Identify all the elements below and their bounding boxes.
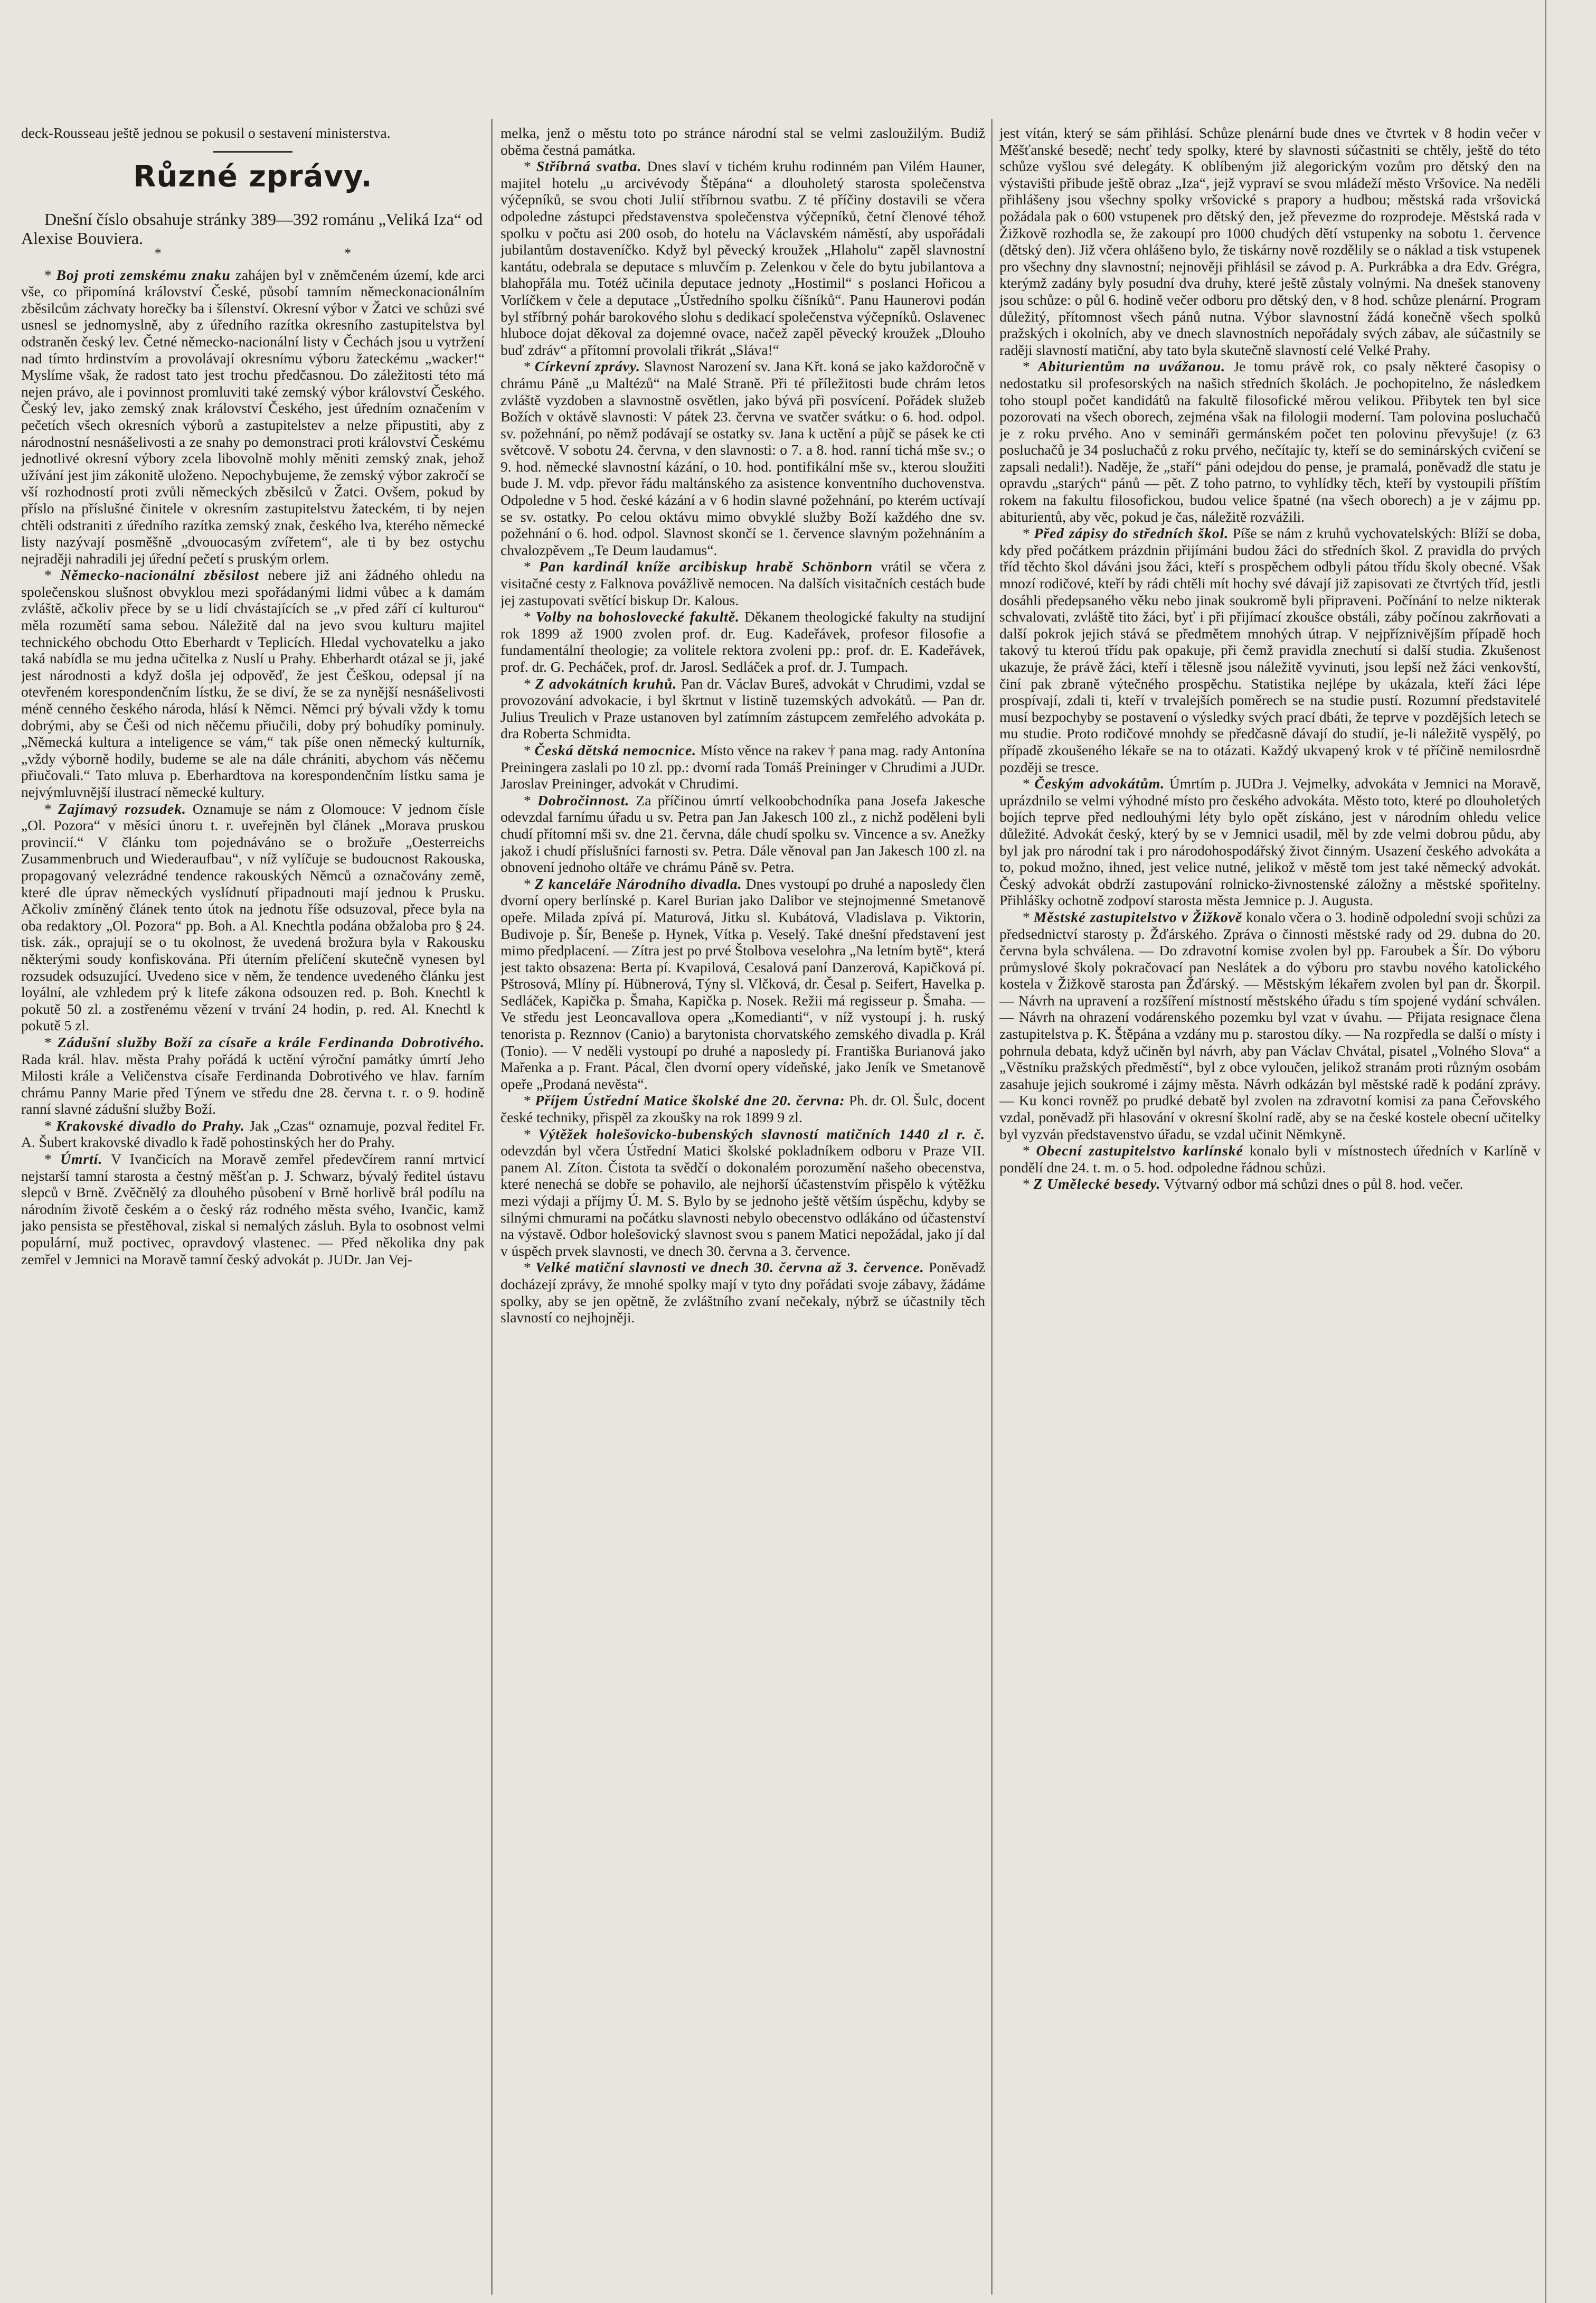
news-item-text: Dnes slaví v tichém kruhu rodinném pan Vilém Hauner, majitel hotelu „u arcivévody Štěpána“ a dlouholetý starosta společenstva výčepníků, se svou choti Julií stříbrnou svatbu. Z té příčiny dostavili se včera odpoledne zástupci představenstva společenstva výčepníků, četní členové téhož spolku v počtu asi 200 osob, do hotelu na Václavském náměstí, aby uspořádali jubilantům dostaveníčko. Když byl pěvecký kroužek „Hlaholu“ zapěl slavnostní kantátu, odebrala se deputace s mluvčím p. Zelenkou v čele do bytu jubilantova a blahopřála mu. Totéž učinila deputace jednoty „Hostimil“ s poslanci Hořicou a Vorlíčkem v čele a deputace „Ústředního spolku číšníků“. Panu Haunerovi podán byl stříbrný pohár barokového slohu s dedikací společenstva výčepníků. Oslavenec hluboce dojat děkoval za dojemné ovace, načež zapěl pěvecký kroužek „Dlouho buď zdráv“ a přítomní provolali třikrát „Sláva!“ <box>500 158 985 358</box>
news-item-heading: Velké matiční slavnosti ve dnech 30. června až 3. července. <box>535 1259 924 1276</box>
news-item-text: konalo včera o 3. hodině odpolední svoji schůzi za předsednictví starosty p. Žďárského. Zpráva o činnosti městské rady od 29. dubna do 20. června byla schválena. — Do zdravotní komise zvolen byl pp. Faroubek a Šír. Do výboru průmyslové školy pokračovací pan Neslátek a do výboru pro stavbu nového katolického kostela v Žižkově starosta pan Žďárský. — Městským lékařem zvolen byl pan dr. Škorpil. — Návrh na upravení a rozšíření místností městského úřadu s tím spojené vydání schválen. — Návrh na ohrazení vodárenského pozemku byl vzat v úvahu. — Přijata resignace člena zastupitelstva p. K. Štěpána a vzdány mu p. starostou díky. — Na rozpředla se další o místy i pohrnula debata, když učiněn byl návrh, aby pan Václav Chvátal, pisatel „Volného Slova“ a „Věstníku pražských předměstí“, byl z obce vyloučen, jelikož stranám proti různým osobám zasahuje jejich soukromé i zájmy města. Návrh odkázán byl městské radě k podání zprávy. — Ku konci rovněž po prudké debatě byl zvolen na zdravotní komisi za pana Čeřovského vzdal, poněvadž při hlasování v okresní školní radě, aby se na české kostele obecní učitelky byl vyzván představenstvo úřadu, se vzdal učinit Němkyně. <box>999 908 1541 1142</box>
news-item-text: Jak „Czas“ oznamuje, pozval ředitel Fr. A. Šubert krakovské divadlo k řadě pohostinských her do Prahy. <box>21 1117 485 1151</box>
news-item-heading: Zádušní služby Boží za císaře a krále Ferdinanda Dobrotivého. <box>57 1033 485 1050</box>
news-item: * Výtěžek holešovicko-bubenských slavností matičních 1440 zl r. č. odevzdán byl včera Ústřední Matici školské pokladníkem odboru v Praze VII. panem Al. Zíton. Čistota ta svědčí o dokonalém porozumění našeho obecenstva, které nenechá se dobře se pohavilo, ale nejhorší účastenstvím přispělo k výtěžku mezi výdaji a příjmy Ú. M. S. Bylo by se jednoho ještě větším úspěchu, kdyby se silnými chmurami na počátku slavnosti nebylo obecenstvo odlákáno od účastenství na výstavě. Odbor holešovický slavnost svou s panem Matici nepožádal, jako jí dal v úspěch prvek slavnosti, ve dnech 30. června a 3. července. <box>500 1125 985 1259</box>
news-item-text: V Ivančicích na Moravě zemřel předevčírem ranní mrtvicí nejstarší tamní starosta a čestný měšťan p. J. Schwarz, bývalý ředitel ústavu slepců v Brně. Zvěčnělý za dlouhého působení v Brně horlivě brál podílu na národním životě českém a o český ráz rodného města svého, Ivančic, kamž jako pensista se přestěhoval, ziskal si nemalých zásluh. Byla to osobnost velmi populární, muž poctivec, opravdový vlastenec. — Před několika dny pak zemřel v Jemnici na Moravě tamní český advokát p. JUDr. Jan Vej- <box>21 1151 485 1267</box>
column-2 <box>500 125 985 2285</box>
news-item-text: konalo byli v místnostech úředních v Karlíně v pondělí dne 24. t. m. o 5. hod. odpoledne řádnou schůzi. <box>999 1142 1541 1176</box>
news-item-text: zahájen byl v zněmčeném území, kde arci vše, co připomíná království České, působí tamním německonacionálním zběsilcům záchvaty horečky ba i šílenství. Okresní výbor v Žatci ve schůzi své usnesl se jednomyslně, aby z úředního razítka okresního zastupitelstva byl odstraněn český lev. Četné německo-nacionální listy v Čechách jsou u vytržení nad tímto hrdinstvím a provolávají okresnímu výboru žateckému „wacker!“ Myslíme však, že radost tato jest trochu předčasnou. Do záležitosti této má nejen právo, ale i povinnost promluviti také zemský výbor království Českého. Český lev, jako zemský znak království Českého, jest úředním označením v pečetích všech okresních výborů a zastupitelstev a nelze připustiti, aby z národnostní nesnášelivosti a ze snahy po demonstraci proti království Českému jednotlivé okresní výbory zcela libovolně mohly měniti zemský znak, jehož užívání jest jim zákonitě uloženo. Nepochybujeme, že zemský výbor zakročí se vší rozhodností proti zvůli německých zběsilců v Žatci. Ovšem, pokud by příslo na příslušné činitele v okresním zastupitelstvu žateckém, ti by nejen chtěli odstraniti z úředního razítka zemský znak, českého lva, kterého německé listy nazývají posměšně „dvouocasým zvířetem“, ale ti by bez ostychu nejraději nahradili jej úřední pečetí s pruským orlem. <box>21 266 485 567</box>
column-1-items <box>21 267 485 1268</box>
news-item-text: Je tomu právě rok, co psaly některé časopisy o nedostatku sil profesorských na našich středních školách. Je pochopitelno, že následkem toho stoupl počet kandidátů na fakultě filosofické měrou velikou. Přibytek ten byl sice pozorovati na všech oborech, zejména však na filologii moderní. Tam polovina posluchačů je z roku prvého. Ano v semináři germánském počet ten polovinu převyšuje! (z 63 posluchačů je 34 posluchačů z roku prvého, nečítajíc ty, kteří se do seminárských cvičení se zapsali nedali!). Naděje, že „staří“ páni odejdou do pense, je pramalá, poněvadž dle statu je opravdu „starých“ pánů — pět. Z toho patrno, to vyhlídky těch, kteří by vystoupili příštím rokem na fakultu filosofickou, budou velice špatné (na všech oborech) a je v zájmu pp. abiturientů, aby věc, pokud je čas, náležitě rozvážili. <box>999 358 1541 525</box>
news-item-heading: Krakovské divadlo do Prahy. <box>56 1117 245 1134</box>
news-item-text: odevzdán byl včera Ústřední Matici školské pokladníkem odboru v Praze VII. panem Al. Zíton. Čistota ta svědčí o dokonalém porozumění našeho obecenstva, které nenechá se dobře se pohavilo, ale nejhorší účastenstvím přispělo k výtěžku mezi výdaji a příjmy Ú. M. S. Bylo by se jednoho ještě větším úspěchu, kdyby se silnými chmurami na počátku slavnosti nebylo obecenstvo odlákáno od účastenství na výstavě. Odbor holešovický slavnost svou s panem Matici nepožádal, jako jí dal v úspěch prvek slavnosti, ve dnech 30. června a 3. července. <box>500 1142 985 1259</box>
news-item-text: Poněvadž docházejí zprávy, že mnohé spolky mají v tyto dny pořádati svoje zábavy, žádáme spolky, aby se jen opětně, že zvláštního zvaní nečekaly, nýbrž se účastnily těch slavností co nejhojněji. <box>500 1259 985 1326</box>
news-item: * Velké matiční slavnosti ve dnech 30. června až 3. července. Poněvadž docházejí zprávy, že mnohé spolky mají v tyto dny pořádati svoje zábavy, žádáme spolky, aby se jen opětně, že zvláštního zvaní nečekaly, nýbrž se účastnily těch slavností co nejhojněji. <box>500 1259 985 1326</box>
news-item: * Městské zastupitelstvo v Žižkově konalo včera o 3. hodině odpolední svoji schůzi za předsednictví starosty p. Žďárského. Zpráva o činnosti městské rady od 29. dubna do 20. června byla schválena. — Do zdravotní komise zvolen byl pp. Faroubek a Šír. Do výboru průmyslové školy pokračovací pan Neslátek a do výboru pro stavbu nového katolického kostela v Žižkově starosta pan Žďárský. — Městským lékařem zvolen byl pan dr. Škorpil. — Návrh na upravení a rozšíření místností městského úřadu s tím spojené vydání schválen. — Návrh na ohrazení vodárenského pozemku byl vzat v úvahu. — Přijata resignace člena zastupitelstva p. K. Štěpána a vzdány mu p. starostou díky. — Na rozpředla se další o místy i pohrnula debata, když učiněn byl návrh, aby pan Václav Chvátal, pisatel „Volného Slova“ a „Věstníku pražských předměstí“, byl z obce vyloučen, jelikož stranám proti různým osobám zasahuje jejich soukromé i zájmy města. Návrh odkázán byl městské radě k podání zprávy. — Ku konci rovněž po prudké debatě byl zvolen na zdravotní komisi za pana Čeřovského vzdal, poněvadž při hlasování v okresní školní radě, aby se na české kostele obecní učitelky byl vyzván představenstvo úřadu, se vzdal učinit Němkyně. <box>999 908 1541 1142</box>
news-item: * Zádušní služby Boží za císaře a krále Ferdinanda Dobrotivého. Rada král. hlav. města Prahy pořádá k uctění výroční památky úmrtí Jeho Milosti krále a Veličenstva císaře Ferdinanda Dobrotivého ve hlav. farním chrámu Panny Marie před Týnem ve středu dne 28. června t. r. o 9. hodině ranní slavné zádušní služby Boží. <box>21 1033 485 1117</box>
news-item: * Abiturientům na uvážanou. Je tomu právě rok, co psaly některé časopisy o nedostatku sil profesorských na našich středních školách. Je pochopitelno, že následkem toho stoupl počet kandidátů na fakultě filosofické měrou velikou. Přibytek ten byl sice pozorovati na všech oborech, zejména však na filologii moderní. Tam polovina posluchačů je z roku prvého. Ano v semináři germánském počet ten polovinu převyšuje! (z 63 posluchačů je 34 posluchačů z roku prvého, nečítajíc ty, kteří se do seminárských cvičení se zapsali nedali!). Naděje, že „staří“ páni odejdou do pense, je pramalá, poněvadž dle statu je opravdu „starých“ pánů — pět. Z toho patrno, to vyhlídky těch, kteří by vystoupili příštím rokem na fakultu filosofickou, budou velice špatné (na všech oborech) a je v zájmu pp. abiturientů, aby věc, pokud je čas, náležitě rozvážili. <box>999 358 1541 525</box>
news-item-heading: Před zápisy do středních škol. <box>1034 525 1229 542</box>
news-item: * Německo-nacionální zběsilost nebere již ani žádného ohledu na společenskou slušnost obvyklou mezi spořádanými lidmi vůbec a k damám zvláště, ačkoliv přece by se u lidí chvástajících se „v před září cí kulturou“ měla rozumětí sama sebou. Náležitě dal na jevo svou kulturu majitel technického obchodu Otto Eberhardt v Teplicích. Hledal vychovatelku a jako taká nabídla se mu jedna učitelka z Nuslí u Prahy. Ehberhardt otázal se ji, jaké jest národnosti a když došla jej odpověď, že jest Češkou, odepsal jí na otevřeném korespondenčním lístku, že se diví, že se za nynější nesnášelivosti méně cenného českého národa, hlásí k Němci. Němci prý bývali vždy k tomu dobrými, aby se Češi od nich něčemu přiučili, doby prý bohudíky pominuly. „Německá kultura a inteligence se vám,“ tak píše onen německý kulturník, „vždy výborně hodily, budeme se ale na dále chrániti, abychom vás něčemu přiučovali.“ Tato mluva p. Eberhardtova na korespondenčním lístku sama je nejvýmluvnější ilustrací německé kultury. <box>21 567 485 800</box>
column-divider-1 <box>491 119 493 2295</box>
news-item: * Krakovské divadlo do Prahy. Jak „Czas“ oznamuje, pozval ředitel Fr. A. Šubert krakovské divadlo k řadě pohostinských her do Prahy. <box>21 1117 485 1151</box>
news-item-heading: Pan kardinál kníže arcibiskup hrabě Schönborn <box>539 558 873 575</box>
news-item: * Církevní zprávy. Slavnost Narození sv. Jana Křt. koná se jako každoročně v chrámu Páně „u Maltézů“ na Malé Straně. Při té příležitosti bude chrám letos zvláště vyzdoben a slavnostně osvětlen, jako bývá při posvícení. Pořádek služeb Božích v oktávě slavnosti: V pátek 23. června ve svatčer svátku: o 6. hod. odpol. sv. požehnání, po němž podávají se ostatky sv. Jana k uctění a půjč se pásek ke cti světcově. V sobotu 24. června, v den slavnosti: o 7. a 8. hod. ranní tichá mše sv.; o 9. hod. německé slavnostní kázání, o 10. hod. pontifikální mše sv., kterou sloužiti bude J. M. vdp. převor řádu maltánského za asistence konventního duchovenstva. Odpoledne v 5 hod. české kázání a v 6 hodin slavné požehnání, po kterém uctívají se sv. ostatky. Po celou oktávu mimo obvyklé služby Boží každého dne sv. požehnání o 6. hod. odpol. Slavnost skončí se 1. července slavným požehnáním a chvalozpěvem „Te Deum laudamus“. <box>500 358 985 558</box>
news-item-heading: Výtěžek holešovicko-bubenských slavností matičních 1440 zl r. č. <box>538 1125 985 1142</box>
news-item-heading: Úmrtí. <box>60 1151 103 1168</box>
news-item-heading: Obecní zastupitelstvo karlínské <box>1036 1142 1243 1159</box>
news-item-heading: Volby na bohoslovecké fakultě. <box>535 608 740 625</box>
news-item-heading: Německo-nacionální zběsilost <box>60 567 259 584</box>
news-item: * Zajímavý rozsudek. Oznamuje se nám z Olomouce: V jednom čísle „Ol. Pozora“ v měsíci únoru t. r. uveřejněn byl článek „Morava pruskou provincií.“ V článku tom pojednáváno se o brožuře „Oesterreichs Zusammenbruch und Wiederaufbau“, v níž vylíčuje se budoucnost Rakouska, propagovaný velezrádné tendence rakouských Němců a označovány země, které dle úprav německých vyslídnutí připadnouti mají jednou k Prusku. Ačkoliv zmíněný článek tento útok na jednotu říše odsuzoval, přece byla na oba redaktory „Ol. Pozora“ pp. Boh. a Al. Knechtla podána obžaloba pro § 24. tisk. zák., oprajují se o tu okolnost, že uvedená brožura byla v Rakousku některými soudy konfiskována. Při úterním přelíčení skutečně vynesen byl rozsudek odsuzující. Uvedeno sice v něm, že tendence uvedeného článku jest loyální, ale vzhledem prý k litefe zákona odsouzen red. p. Boh. Knechtl k pokutě 50 zl. a zostřenému vězení v trvání 24 hodin, p. red. Al. Knechtl k pokutě 5 zl. <box>21 800 485 1034</box>
column-1-intro: deck-Rousseau ještě jednou se pokusil o sestavení ministerstva. <box>21 125 391 141</box>
news-item-text: Děkanem theologické fakulty na studijní rok 1899 až 1900 zvolen prof. dr. Eug. Kadeřávek, profesor filosofie a fundamentální theologie; za volitele rektora zvoleni pp.: prof. dr. E. Kadeřávek, prof. dr. G. Pecháček, prof. dr. Jarosl. Sedláček a prof. dr. J. Tumpach. <box>500 608 985 675</box>
column-3-intro: jest vítán, který se sám přihlásí. Schůze plenární bude dnes ve čtvrtek v 8 hodin večer v Měšťanské besedě; nechť tedy spolky, které by slavnosti súčastniti se chtěly, ještě do této schůze vyšlou své delegáty. K oblíbeným již alegorickým vozům pro dětský den na výstavišti přibude ještě obraz „Iza“, jejž vypraví se svou mládeží město Vršovice. Na neděli přihlášeny jsou všechny spolky vršovické s prapory a hudbou; městská rada vršovická požádala pak o 600 vstupenek pro dětský den, jež převezme do rozprodeje. Městská rada v Žižkově rozhodla se, že zakoupí pro 1000 chudých dětí vstupenky na sobotu 1. července (dětský den). Již včera ohlášeno bylo, že tiskárny nově rozdělily se o náklad a tisk vstupenek pro všechny dny slavnostní; nejnověji přihlásil se závod p. A. Purkrábka a dra Edv. Grégra, kterýmž zadány byly posudní dva druhy, které ještě zůstaly volnými. Na dnešek stanoveny jsou schůze: o půl 6. hodině večer odboru pro dětský den, v 8 hod. schůze plenární. Program důležitý, přítomnost všech pánů nutna. Výbor slavnostní žádá konečně všech spolků pražských i okolních, aby ve dnech slavnostních nepořádaly svých zábav, ale súčastnily se raději slavností matiční, aby tato byla skutečně slavností celé Velké Prahy. <box>999 125 1541 358</box>
news-item-heading: Církevní zprávy. <box>534 358 640 375</box>
news-item-heading: Českým advokátům. <box>1034 775 1165 792</box>
news-item: * Z kanceláře Národního divadla. Dnes vystoupí po druhé a naposledy člen dvorní opery berlínské p. Karel Burian jako Dalibor ve stejnojmenné Smetanově opeře. Milada zpívá pí. Maturová, Jitku sl. Kubátová, Vladislava p. Viktorin, Budivoje p. Šír, Beneše p. Hynek, Vítka p. Veselý. Také dnešní představení jest mimo předplacení. — Zítra jest po prvé Štolbova veselohra „Na letním bytě“, která jest takto obsazena: Berta pí. Kvapilová, Cesalová paní Danzerová, Kapičková pí. Pštrosová, Mlíny pí. Hübnerová, Týny sl. Vlčková, dr. Česal p. Seifert, Havelka p. Sedláček, Kapička p. Šmaha, Kapička p. Nosek. Režii má regisseur p. Šmaha. — Ve středu jest Leoncavallova opera „Komedianti“, v níž vystoupí j. h. ruský tenorista p. Reznnov (Canio) a barytonista chorvatského zemského divadla p. Král (Tonio). — V neděli vystoupí po druhé a naposledy pí. Františka Burianová jako Mařenka a p. Frant. Pácal, člen dvorní opery vídeňské, jako Jeník ve Smetanově opeře „Prodaná nevěsta“. <box>500 875 985 1092</box>
news-item-heading: Z advokátních kruhů. <box>535 675 677 692</box>
news-item-heading: Z kanceláře Národního divadla. <box>534 875 742 892</box>
news-item: * Česká dětská nemocnice. Místo věnce na rakev † pana mag. rady Antonína Preiningera zaslali po 10 zl. pp.: dvorní rada Tomáš Preininger v Chrudimi a JUDr. Jaroslav Preininger, advokát v Chrudimi. <box>500 741 985 792</box>
news-item-heading: Příjem Ústřední Matice školské dne 20. června: <box>535 1092 845 1109</box>
news-item-heading: Z Umělecké besedy. <box>1033 1176 1161 1192</box>
issue-note: Dnešní číslo obsahuje stránky 389—392 románu „Veliká Iza“ od Alexise Bouviera. <box>21 209 483 248</box>
news-item-heading: Městské zastupitelstvo v Žižkově <box>1033 908 1243 925</box>
news-item: * Příjem Ústřední Matice školské dne 20. června: Ph. dr. Ol. Šulc, docent české techniky, přispěl za zkoušky na rok 1899 9 zl. <box>500 1092 985 1126</box>
news-item-text: Oznamuje se nám z Olomouce: V jednom čísle „Ol. Pozora“ v měsíci únoru t. r. uveřejněn byl článek „Morava pruskou provincií.“ V článku tom pojednáváno se o brožuře „Oesterreichs Zusammenbruch und Wiederaufbau“, v níž vylíčuje se budoucnost Rakouska, propagovaný velezrádné tendence rakouských Němců a označovány země, které dle úprav německých vyslídnutí připadnouti mají jednou k Prusku. Ačkoliv zmíněný článek tento útok na jednotu říše odsuzoval, přece byla na oba redaktory „Ol. Pozora“ pp. Boh. a Al. Knechtla podána obžaloba pro § 24. tisk. zák., oprajují se o tu okolnost, že uvedená brožura byla v Rakousku některými soudy konfiskována. Při úterním přelíčení skutečně vynesen byl rozsudek odsuzující. Uvedeno sice v něm, že tendence uvedeného článku jest loyální, ale vzhledem prý k litefe zákona odsouzen red. p. Boh. Knechtl k pokutě 50 zl. a zostřenému vězení v trvání 24 hodin, p. red. Al. Knechtl k pokutě 5 zl. <box>21 800 485 1034</box>
news-item: * Obecní zastupitelstvo karlínské konalo byli v místnostech úředních v Karlíně v pondělí dne 24. t. m. o 5. hod. odpoledne řádnou schůzi. <box>999 1142 1541 1176</box>
news-item-heading: Boj proti zemskému znaku <box>56 266 231 283</box>
news-item-heading: Abiturientům na uvážanou. <box>1038 358 1226 375</box>
news-item-text: Rada král. hlav. města Prahy pořádá k uctění výroční památky úmrtí Jeho Milosti krále a Veličenstva císaře Ferdinanda Dobrotivého ve hlav. farním chrámu Panny Marie před Týnem ve středu dne 28. června t. r. o 9. hodině ranní slavné zádušní služby Boží. <box>21 1050 485 1117</box>
news-item: * Dobročinnost. Za příčinou úmrtí velkoobchodníka pana Josefa Jakesche odevzdal farnímu úřadu u sv. Petra pan Jan Jakesch 100 zl., z nichž poděleni byli chudí přítomní mši sv. dne 21. června, dále chudí spolku sv. Vincence a sv. Anežky jakož i chudí příslušníci farnosti sv. Petra. Dále věnoval pan Jan Jakesch 100 zl. na obnovení jednoho oltáře ve chrámu Páně sv. Petra. <box>500 792 985 876</box>
news-item-heading: Česká dětská nemocnice. <box>534 741 697 758</box>
news-item-text: Píše se nám z kruhů vychovatelských: Blíží se doba, kdy před počátkem prázdnin přijímáni budou žáci do středních škol. Z pravidla do prvých tříd těchto škol dáváni jsou žáci, kteří s prospěchem odbyli pátou třídu školy obecné. Však mnozí rodičové, kteří by rádi chtěli mít hochy své dávají již zapisovati ze čtvrtých tříd, jestli dosáhli předepsaného věku nebo jinak soukromě byli připraveni. Počínání to nelze nikterak schvalovati, zvláště tito žáci, byť i při přijímací zkoušce obstáli, záby počínou zakrňovati a další pokrok jejich stává se předmětem mnohých útrap. V nejpříznivějším případě hoch takový tu kteroú třídu pak opakuje, při čemž pravidla znechutí si další studia. Zkušenost ukazuje, že právě žáci, kteří i tělesně jsou náležitě vyvinuti, jsou lepší než žáci venkovští, činí pak zbraně výtečného prospěchu. Statistika nejlépe by ukázala, kteří žáci lépe prospívají, zdali ti, kteří v trvalejších poměrech se na studie pustí. Rozumní představitelé musí bezpochyby se postavení o výsledky svých prací dbáti, že teprve v pozdějších letech se mu studie. Proto rodičové mnohdy se předčasně dávají do studií, je-li náležitě vyspělý, po případě zkoušeného lékaře se na to otázati. Každý ukvapený krok v té příčině nemilosrdně později se tresce. <box>999 525 1541 775</box>
news-item-text: Dnes vystoupí po druhé a naposledy člen dvorní opery berlínské p. Karel Burian jako Dalibor ve stejnojmenné Smetanově opeře. Milada zpívá pí. Maturová, Jitku sl. Kubátová, Vladislava p. Viktorin, Budivoje p. Šír, Beneše p. Hynek, Vítka p. Veselý. Také dnešní představení jest mimo předplacení. — Zítra jest po prvé Štolbova veselohra „Na letním bytě“, která jest takto obsazena: Berta pí. Kvapilová, Cesalová paní Danzerová, Kapičková pí. Pštrosová, Mlíny pí. Hübnerová, Týny sl. Vlčková, dr. Česal p. Seifert, Havelka p. Sedláček, Kapička p. Šmaha, Kapička p. Nosek. Režii má regisseur p. Šmaha. — Ve středu jest Leoncavallova opera „Komedianti“, v níž vystoupí j. h. ruský tenorista p. Reznnov (Canio) a barytonista chorvatského zemského divadla p. Král (Tonio). — V neděli vystoupí po druhé a naposledy pí. Františka Burianová jako Mařenka a p. Frant. Pácal, člen dvorní opery vídeňské, jako Jeník ve Smetanově opeře „Prodaná nevěsta“. <box>500 875 985 1092</box>
page-edge-line <box>1545 0 1546 2303</box>
divider-rule <box>213 151 292 153</box>
news-item-text: Úmrtím p. JUDra J. Vejmelky, advokáta v Jemnici na Moravě, uprázdnilo se velmi výhodné místo pro českého advokáta. Město toto, které po dlouholetých bojích teprve před nedlouhými léty bylo opět získáno, jest v národním ohledu velice důležité. Advokát český, který by se v Jemnici usadil, měl by zde velmi dobrou půdu, aby byl jak pro národní tak i pro národohospodářský život činným. Usazení českého advokáta a to, pokud možno, ihned, jest velice nutné, jelikož v městě tom jest také německý advokát. Český advokát obdrží zastupování rolnicko-živnostenské záložny a městské spořitelny. Přihlášky ochotně zodpoví starosta města Jemnice p. J. Augusta. <box>999 775 1541 909</box>
column-2-intro: melka, jenž o městu toto po stránce národní stal se velmi zasloužilým. Budiž oběma čestná památka. <box>500 125 985 158</box>
news-item-text: Za příčinou úmrtí velkoobchodníka pana Josefa Jakesche odevzdal farnímu úřadu u sv. Petra pan Jan Jakesch 100 zl., z nichž poděleni byli chudí přítomní mši sv. dne 21. června, dále chudí spolku sv. Vincence a sv. Anežky jakož i chudí příslušníci farnosti sv. Petra. Dále věnoval pan Jan Jakesch 100 zl. na obnovení jednoho oltáře ve chrámu Páně sv. Petra. <box>500 792 985 876</box>
news-item: * Volby na bohoslovecké fakultě. Děkanem theologické fakulty na studijní rok 1899 až 1900 zvolen prof. dr. Eug. Kadeřávek, profesor filosofie a fundamentální theologie; za volitele rektora zvoleni pp.: prof. dr. E. Kadeřávek, prof. dr. G. Pecháček, prof. dr. Jarosl. Sedláček a prof. dr. J. Tumpach. <box>500 608 985 675</box>
news-item: * Úmrtí. V Ivančicích na Moravě zemřel předevčírem ranní mrtvicí nejstarší tamní starosta a čestný měšťan p. J. Schwarz, bývalý ředitel ústavu slepců v Brně. Zvěčnělý za dlouhého působení v Brně horlivě brál podílu na národním životě českém a o český ráz rodného města svého, Ivančic, kamž jako pensista se přestěhoval, ziskal si nemalých zásluh. Byla to osobnost velmi populární, muž poctivec, opravdový vlastenec. — Před několika dny pak zemřel v Jemnici na Moravě tamní český advokát p. JUDr. Jan Vej- <box>21 1151 485 1267</box>
news-item: * Stříbrná svatba. Dnes slaví v tichém kruhu rodinném pan Vilém Hauner, majitel hotelu „u arcivévody Štěpána“ a dlouholetý starosta společenstva výčepníků, se svou choti Julií stříbrnou svatbu. Z té příčiny dostavili se včera odpoledne zástupci představenstva společenstva výčepníků, četní členové téhož spolku v počtu asi 200 osob, do hotelu na Václavském náměstí, aby uspořádali jubilantům dostaveníčko. Když byl pěvecký kroužek „Hlaholu“ zapěl slavnostní kantátu, odebrala se deputace s mluvčím p. Zelenkou v čele do bytu jubilantova a blahopřála mu. Totéž učinila deputace jednoty „Hostimil“ s poslanci Hořicou a Vorlíčkem v čele a deputace „Ústředního spolku číšníků“. Panu Haunerovi podán byl stříbrný pohár barokového slohu s dedikací společenstva výčepníků. Oslavenec hluboce dojat děkoval za dojemné ovace, načež zapěl pěvecký kroužek „Dlouho buď zdráv“ a přítomní provolali třikrát „Sláva!“ <box>500 158 985 358</box>
column-1 <box>21 125 485 2285</box>
news-item-text: Slavnost Narození sv. Jana Křt. koná se jako každoročně v chrámu Páně „u Maltézů“ na Malé Straně. Při té příležitosti bude chrám letos zvláště vyzdoben a slavnostně osvětlen, jako bývá při posvícení. Pořádek služeb Božích v oktávě slavnosti: V pátek 23. června ve svatčer svátku: o 6. hod. odpol. sv. požehnání, po němž podávají se ostatky sv. Jana k uctění a půjč se pásek ke cti světcově. V sobotu 24. června, v den slavnosti: o 7. a 8. hod. ranní tichá mše sv.; o 9. hod. německé slavnostní kázání, o 10. hod. pontifikální mše sv., kterou sloužiti bude J. M. vdp. převor řádu maltánského za asistence konventního duchovenstva. Odpoledne v 5 hod. české kázání a v 6 hodin slavné požehnání, po kterém uctívají se sv. ostatky. Po celou oktávu mimo obvyklé služby Boží každého dne sv. požehnání o 6. hod. odpol. Slavnost skončí se 1. července slavným požehnáním a chvalozpěvem „Te Deum laudamus“. <box>500 358 985 558</box>
news-item: * Z Umělecké besedy. Výtvarný odbor má schůzi dnes o půl 8. hod. večer. <box>1023 1176 1463 1192</box>
section-title: Různé zprávy. <box>133 159 373 194</box>
news-item-text: Místo věnce na rakev † pana mag. rady Antonína Preiningera zaslali po 10 zl. pp.: dvorní rada Tomáš Preininger v Chrudimi a JUDr. Jaroslav Preininger, advokát v Chrudimi. <box>500 741 985 792</box>
news-item: * Z advokátních kruhů. Pan dr. Václav Bureš, advokát v Chrudimi, vzdal se provozování advokacie, i byl škrtnut v listině tuzemských advokátů. — Pan dr. Julius Treulich v Praze ustanoven byl zatímním zástupcem zemřelého advokáta p. dra Roberta Schmidta. <box>500 675 985 742</box>
column-3-items <box>999 358 1541 1192</box>
news-item-text: Ph. dr. Ol. Šulc, docent české techniky, přispěl za zkoušky na rok 1899 9 zl. <box>500 1092 985 1126</box>
news-item-heading: Stříbrná svatba. <box>536 158 642 175</box>
news-item: * Před zápisy do středních škol. Píše se nám z kruhů vychovatelských: Blíží se doba, kdy před počátkem prázdnin přijímáni budou žáci do středních škol. Z pravidla do prvých tříd těchto škol dáváni jsou žáci, kteří s prospěchem odbyli pátou třídu školy obecné. Však mnozí rodičové, kteří by rádi chtěli mít hochy své dávají již zapisovati ze čtvrtých tříd, jestli dosáhli předepsaného věku nebo jinak soukromě byli připraveni. Počínání to nelze nikterak schvalovati, zvláště tito žáci, byť i při přijímací zkoušce obstáli, záby počínou zakrňovati a další pokrok jejich stává se předmětem mnohých útrap. V nejpříznivějším případě hoch takový tu kteroú třídu pak opakuje, při čemž pravidla znechutí si další studia. Zkušenost ukazuje, že právě žáci, kteří i tělesně jsou náležitě vyvinuti, jsou lepší než žáci venkovští, činí pak zbraně výtečného prospěchu. Statistika nejlépe by ukázala, kteří žáci lépe prospívají, zdali ti, kteří v trvalejších poměrech se na studie pustí. Rozumní představitelé musí bezpochyby se postavení o výsledky svých prací dbáti, že teprve v pozdějších letech se mu studie. Proto rodičové mnohdy se předčasně dávají do studií, je-li náležitě vyspělý, po případě zkoušeného lékaře se na to otázati. Každý ukvapený krok v té příčině nemilosrdně později se tresce. <box>999 525 1541 775</box>
news-item-text: Pan dr. Václav Bureš, advokát v Chrudimi, vzdal se provozování advokacie, i byl škrtnut v listině tuzemských advokátů. — Pan dr. Julius Treulich v Praze ustanoven byl zatímním zástupcem zemřelého advokáta p. dra Roberta Schmidta. <box>500 675 985 742</box>
news-item-heading: Zajímavý rozsudek. <box>58 800 186 817</box>
column-2-items <box>500 158 985 1326</box>
news-item-text: nebere již ani žádného ohledu na společenskou slušnost obvyklou mezi spořádanými lidmi vůbec a k damám zvláště, ačkoliv přece by se u lidí chvástajících se „v před září cí kulturou“ měla rozumětí sama sebou. Náležitě dal na jevo svou kulturu majitel technického obchodu Otto Eberhardt v Teplicích. Hledal vychovatelku a jako taká nabídla se mu jedna učitelka z Nuslí u Prahy. Ehberhardt otázal se ji, jaké jest národnosti a když došla jej odpověď, že jest Češkou, odepsal jí na otevřeném korespondenčním lístku, že se diví, že se za nynější nesnášelivosti méně cenného českého národa, hlásí k Němci. Němci prý bývali vždy k tomu dobrými, aby se Češi od nich něčemu přiučili, doby prý bohudíky pominuly. „Německá kultura a inteligence se vám,“ tak píše onen německý kulturník, „vždy výborně hodily, budeme se ale na dále chrániti, abychom vás něčemu přiučovali.“ Tato mluva p. Eberhardtova na korespondenčním lístku sama je nejvýmluvnější ilustrací německé kultury. <box>21 567 485 800</box>
column-3 <box>999 125 1541 2285</box>
news-item-text: vrátil se včera z visitačné cesty z Falknova povážlivě nemocen. Na dalších visitačních cestách bude jej zastupovati světící biskup Dr. Kalous. <box>500 558 985 608</box>
news-item: * Pan kardinál kníže arcibiskup hrabě Schönborn vrátil se včera z visitačné cesty z Falknova povážlivě nemocen. Na dalších visitačních cestách bude jej zastupovati světící biskup Dr. Kalous. <box>500 558 985 608</box>
stars-ornament: * * <box>154 245 441 261</box>
news-item-heading: Dobročinnost. <box>537 792 630 809</box>
column-divider-2 <box>991 119 993 2295</box>
news-item: * Českým advokátům. Úmrtím p. JUDra J. Vejmelky, advokáta v Jemnici na Moravě, uprázdnilo se velmi výhodné místo pro českého advokáta. Město toto, které po dlouholetých bojích teprve před nedlouhými léty bylo opět získáno, jest v národním ohledu velice důležité. Advokát český, který by se v Jemnici usadil, měl by zde velmi dobrou půdu, aby byl jak pro národní tak i pro národohospodářský život činným. Usazení českého advokáta a to, pokud možno, ihned, jest velice nutné, jelikož v městě tom jest také německý advokát. Český advokát obdrží zastupování rolnicko-živnostenské záložny a městské spořitelny. Přihlášky ochotně zodpoví starosta města Jemnice p. J. Augusta. <box>999 775 1541 909</box>
news-item-text: Výtvarný odbor má schůzi dnes o půl 8. hod. večer. <box>1164 1176 1463 1192</box>
news-item: * Boj proti zemskému znaku zahájen byl v zněmčeném území, kde arci vše, co připomíná království České, působí tamním německonacionálním zběsilcům záchvaty horečky ba i šílenství. Okresní výbor v Žatci ve schůzi své usnesl se jednomyslně, aby z úředního razítka okresního zastupitelstva byl odstraněn český lev. Četné německo-nacionální listy v Čechách jsou u vytržení nad tímto hrdinstvím a provolávají okresnímu výboru žateckému „wacker!“ Myslíme však, že radost tato jest trochu předčasnou. Do záležitosti této má nejen právo, ale i povinnost promluviti také zemský výbor království Českého. Český lev, jako zemský znak království Českého, jest úředním označením v pečetích všech okresních výborů a zastupitelstev a nelze připustiti, aby z národnostní nesnášelivosti a ze snahy po demonstraci proti království Českému jednotlivé okresní výbory zcela libovolně mohly měniti zemský znak, jehož užívání jest jim zákonitě uloženo. Nepochybujeme, že zemský výbor zakročí se vší rozhodností proti zvůli německých zběsilců v Žatci. Ovšem, pokud by příslo na příslušné činitele v okresním zastupitelstvu žateckém, ti by nejen chtěli odstraniti z úředního razítka zemský znak, českého lva, kterého německé listy nazývají posměšně „dvouocasým zvířetem“, ale ti by bez ostychu nejraději nahradili jej úřední pečetí s pruským orlem. <box>21 266 485 567</box>
